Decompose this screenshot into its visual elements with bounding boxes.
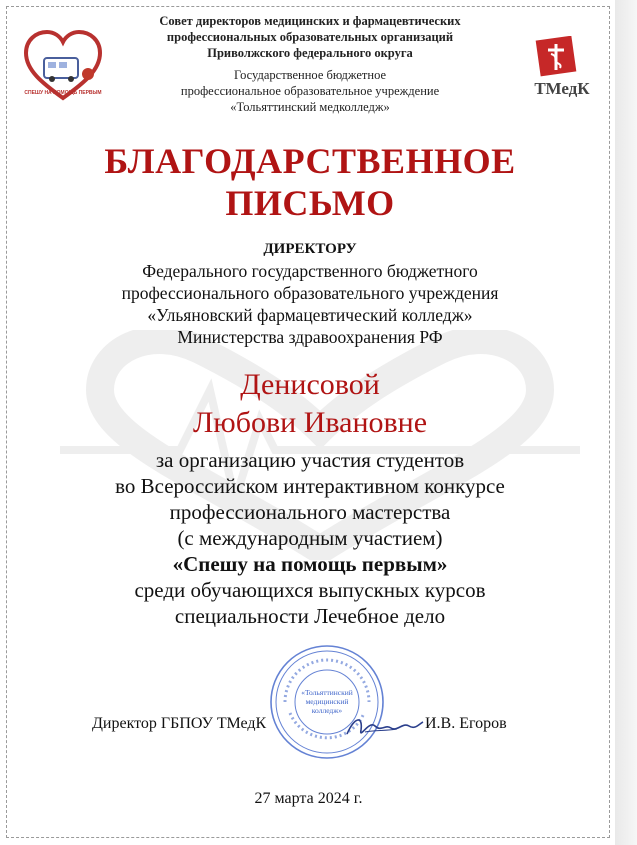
reason-line: за организацию участия студентов xyxy=(155,448,465,472)
institution-line: Государственное бюджетное xyxy=(233,68,387,82)
contest-logo xyxy=(22,28,104,106)
recipient-org-line: «Ульяновский фармацевтический колледж» xyxy=(147,305,473,325)
stamp-text: медицинский xyxy=(305,697,349,706)
viewer-margin xyxy=(615,0,637,845)
institution-line: профессиональное образовательное учреждение xyxy=(180,84,440,98)
title-line: ПИСЬМО xyxy=(225,183,395,223)
recipient-org-line: Министерства здравоохранения РФ xyxy=(177,327,443,347)
contest-name: «Спешу на помощь первым» xyxy=(172,552,448,576)
recipient-name xyxy=(30,366,590,442)
reason-block xyxy=(30,447,590,629)
reason-line: профессионального мастерства xyxy=(169,500,451,524)
document-date: 27 марта 2024 г. xyxy=(254,790,363,807)
document-title xyxy=(40,140,580,224)
signer-title: Директор ГБПОУ ТМедК xyxy=(92,715,267,732)
reason-line: среди обучающихся выпускных курсов xyxy=(134,578,486,602)
council-line: Совет директоров медицинских и фармацевтических xyxy=(159,14,461,28)
reason-line: во Всероссийском интерактивном конкурсе xyxy=(115,474,505,498)
stamp-text: колледж» xyxy=(311,706,343,715)
svg-text:СПЕШУ НА ПОМОЩЬ ПЕРВЫМ: СПЕШУ НА ПОМОЩЬ ПЕРВЫМ xyxy=(24,90,102,96)
tmedk-logo-text: ТМедК xyxy=(534,79,590,98)
contest-logo-caption xyxy=(24,90,101,96)
recipient-org-line: Федерального государственного бюджетного xyxy=(142,261,478,281)
recipient-org-line: профессионального образовательного учреждения xyxy=(121,283,499,303)
signer-name: И.В. Егоров xyxy=(425,715,507,732)
stamp-text: «Тольяттинский xyxy=(301,688,353,697)
name-line: Любови Ивановне xyxy=(192,406,428,439)
reason-line: специальности Лечебное дело xyxy=(174,604,446,628)
tmedk-logo xyxy=(520,36,602,102)
title-line: БЛАГОДАРСТВЕННОЕ xyxy=(104,141,516,181)
institution-line: «Тольяттинский медколледж» xyxy=(230,100,390,114)
name-line: Денисовой xyxy=(240,368,380,401)
reason-line: (с международным участием) xyxy=(177,526,443,550)
council-line: профессиональных образовательных организаций xyxy=(166,30,454,44)
header xyxy=(100,13,520,115)
recipient-block xyxy=(30,238,590,348)
official-stamp xyxy=(268,643,386,761)
handwritten-signature xyxy=(345,712,425,742)
recipient-rank: ДИРЕКТОРУ xyxy=(263,241,357,257)
council-line: Приволжского федерального округа xyxy=(207,46,413,60)
